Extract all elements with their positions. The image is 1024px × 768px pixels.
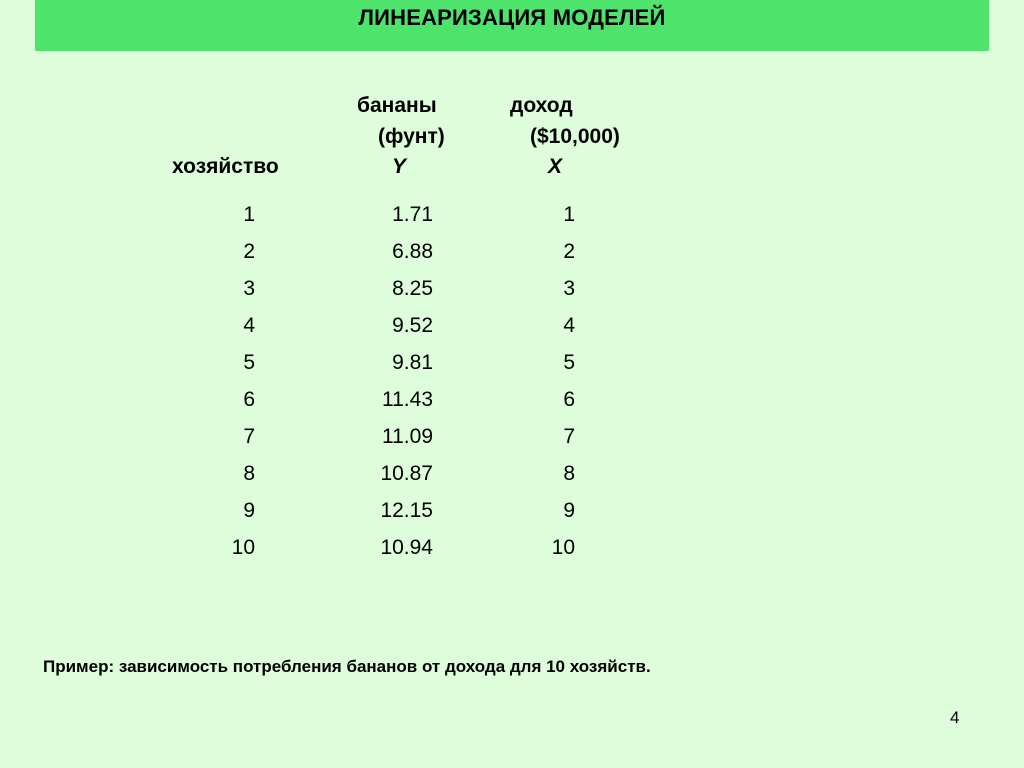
cell-household: 9 xyxy=(243,499,255,522)
cell-household: 4 xyxy=(243,314,255,337)
title-bar xyxy=(35,0,989,51)
header-bananas: бананы xyxy=(357,94,437,117)
cell-bananas: 10.94 xyxy=(380,536,433,559)
cell-household: 3 xyxy=(243,277,255,300)
cell-income: 4 xyxy=(563,314,575,337)
header-income: доход xyxy=(510,94,573,117)
cell-income: 10 xyxy=(551,536,575,559)
cell-household: 7 xyxy=(243,425,255,448)
slide-title: ЛИНЕАРИЗАЦИЯ МОДЕЛЕЙ xyxy=(358,5,666,30)
header-x-symbol: X xyxy=(548,155,563,178)
cell-bananas: 11.09 xyxy=(382,425,433,448)
header-household: хозяйство xyxy=(172,155,279,178)
cell-bananas: 10.87 xyxy=(380,462,433,485)
cell-bananas: 9.52 xyxy=(392,314,433,337)
cell-bananas: 8.25 xyxy=(392,277,433,300)
cell-income: 6 xyxy=(563,388,575,411)
cell-income: 9 xyxy=(563,499,575,522)
header-y-symbol: Y xyxy=(392,155,407,178)
cell-income: 3 xyxy=(563,277,575,300)
cell-household: 2 xyxy=(243,240,255,263)
cell-bananas: 6.88 xyxy=(392,240,433,263)
cell-income: 1 xyxy=(563,203,575,226)
cell-bananas: 12.15 xyxy=(380,499,433,522)
slide-number: 4 xyxy=(950,708,960,727)
cell-income: 2 xyxy=(563,240,575,263)
cell-household: 1 xyxy=(243,203,255,226)
cell-bananas: 11.43 xyxy=(382,388,433,411)
cell-bananas: 9.81 xyxy=(392,351,433,374)
cell-bananas: 1.71 xyxy=(392,203,433,226)
header-bananas-unit: (фунт) xyxy=(378,125,445,148)
header-income-unit: ($10,000) xyxy=(530,125,620,148)
cell-household: 5 xyxy=(243,351,255,374)
cell-income: 5 xyxy=(563,351,575,374)
cell-household: 6 xyxy=(243,388,255,411)
example-caption: Пример: зависимость потребления бананов от дохода для 10 хозяйств. xyxy=(43,657,651,676)
cell-income: 8 xyxy=(563,462,575,485)
cell-household: 10 xyxy=(231,536,255,559)
cell-income: 7 xyxy=(563,425,575,448)
cell-household: 8 xyxy=(243,462,255,485)
